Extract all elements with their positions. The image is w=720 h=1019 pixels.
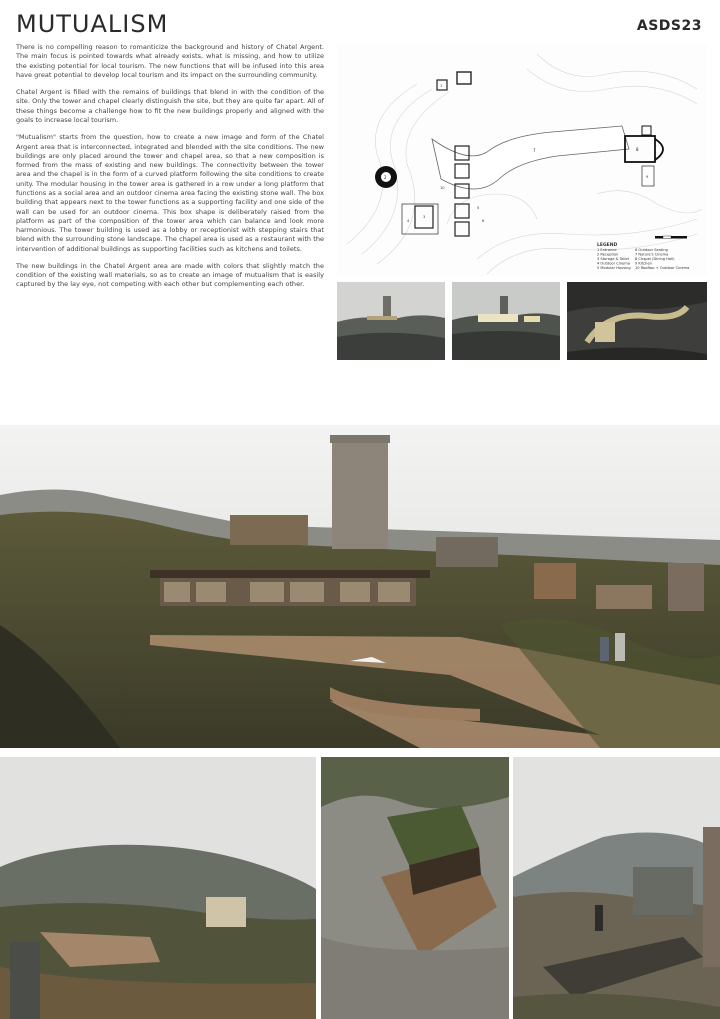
plan-label-10: 10 <box>440 186 445 190</box>
plan-label-7: 7 <box>533 148 536 153</box>
curved-platform <box>432 126 629 189</box>
building-block <box>457 72 471 84</box>
page-title: MUTUALISM <box>16 10 169 38</box>
project-code: ASDS23 <box>636 18 702 34</box>
paragraph-materials: The new buildings in the Chatel Argent area are made with colors that slightly match the condition of the existing wall materials, so as to create an image of mutualism that is easily captured by the lay eye, not competing with each other but complementing each other. <box>16 261 324 289</box>
paragraph-concept: "Mutualism" starts from the question, how to create a new image and form of the Chatel Argent area that is interconnected, integrated and blended with the site conditions. The new buildings are only placed around the tower and chapel area, so that a new composition is formed from the mass of existing and new buildings. The connectivity between the tower area and the chapel is in the form of a curved platform following the site conditions to create unity. The modular housing in the tower area is gathered in a row under a long platform that functions as a social area and an outdoor cinema area facing the existing stone wall. The box building that appears next to the tower functions as a supporting facility and one side of the wall can be used for an outdoor cinema. This box shape is deliberately raised from the platform as part of the composition of the tower area which can balance and look more harmonious. The tower building is used as a lobby or receptionist with stepping stairs that blend with the surrounding stone landscape. The chapel area is used as a restaurant with the intervention of additional buildings as supporting facilities such as kitchens and toilets. <box>16 133 324 253</box>
legend-item: 5 Modular Housing <box>597 266 631 270</box>
visitor-figure <box>600 637 609 661</box>
hero-render <box>0 425 720 748</box>
paragraph-site: Chatel Argent is filled with the remains of buildings that blend in with the condition of the site. Only the tower and chapel clearly distinguish the site, but they are quite far apart. All of these things become a challenge how to fit the new buildings properly and aligned with the goals to increase local tourism. <box>16 88 324 124</box>
legend-item: 2 Reception <box>597 252 619 257</box>
modular-housing-row <box>455 146 469 236</box>
scale-bar <box>655 236 687 239</box>
chapel-building <box>206 897 246 927</box>
plan-label-5: 5 <box>477 206 480 210</box>
legend-item: 6 Outdoor Seating <box>635 248 668 252</box>
visitor-figure <box>615 633 625 661</box>
render-view-left <box>0 757 316 1019</box>
legend-item: 4 Outdoor Cinema <box>597 261 630 266</box>
thumbnail-photo-1 <box>337 282 445 360</box>
description-column <box>16 43 324 298</box>
plan-label-6: 6 <box>482 219 485 223</box>
plan-label-9: 9 <box>646 175 649 179</box>
paragraph-intro: There is no compelling reason to romanticize the background and history of Chatel Argent. The main focus is pointed towards what already exists, what is missing, and how to utilize the existing potential for local tourism. The new functions that will be infused into this area have great potential to develop local tourism and its impact on the surrounding community. <box>16 43 324 79</box>
plan-label-4: 4 <box>407 219 410 223</box>
plan-label-3: 3 <box>423 215 426 219</box>
ruin-wall <box>436 537 498 567</box>
render-view-aerial <box>321 757 509 1019</box>
thumbnail-photo-2 <box>452 282 560 360</box>
box-building <box>633 867 693 915</box>
stone-tower <box>332 437 388 549</box>
render-view-right <box>513 757 720 1019</box>
legend-item: 3 Storage & Toilet <box>597 257 629 261</box>
site-plan <box>337 44 707 276</box>
legend-right <box>635 248 689 270</box>
plan-label-8: 8 <box>636 147 639 152</box>
box-building-right <box>534 563 576 599</box>
legend-item: 7 Nature's Cinema <box>635 252 669 257</box>
stone-tower <box>703 827 720 967</box>
plan-label-2: 2 <box>384 175 387 180</box>
plan-label-1: 1 <box>440 84 443 88</box>
box-building <box>230 515 308 545</box>
ruin-wall-right <box>596 585 652 609</box>
visitor-figure <box>10 942 40 1019</box>
legend-item: 1 Entrance <box>597 248 617 252</box>
legend-title: LEGEND <box>597 243 618 248</box>
ruin-right <box>668 563 704 611</box>
legend-item: 10 Rooftop + Outdoor Cinema <box>635 266 690 270</box>
legend-item: 8 Chapel (Dining Hall) <box>635 257 675 261</box>
chapel-plan <box>625 126 663 162</box>
legend-item: 9 Kitchen <box>635 261 652 266</box>
long-platform-roof <box>150 570 430 578</box>
visitor-figure <box>595 905 603 931</box>
legend-left <box>597 248 631 270</box>
thumbnail-aerial <box>567 282 707 360</box>
